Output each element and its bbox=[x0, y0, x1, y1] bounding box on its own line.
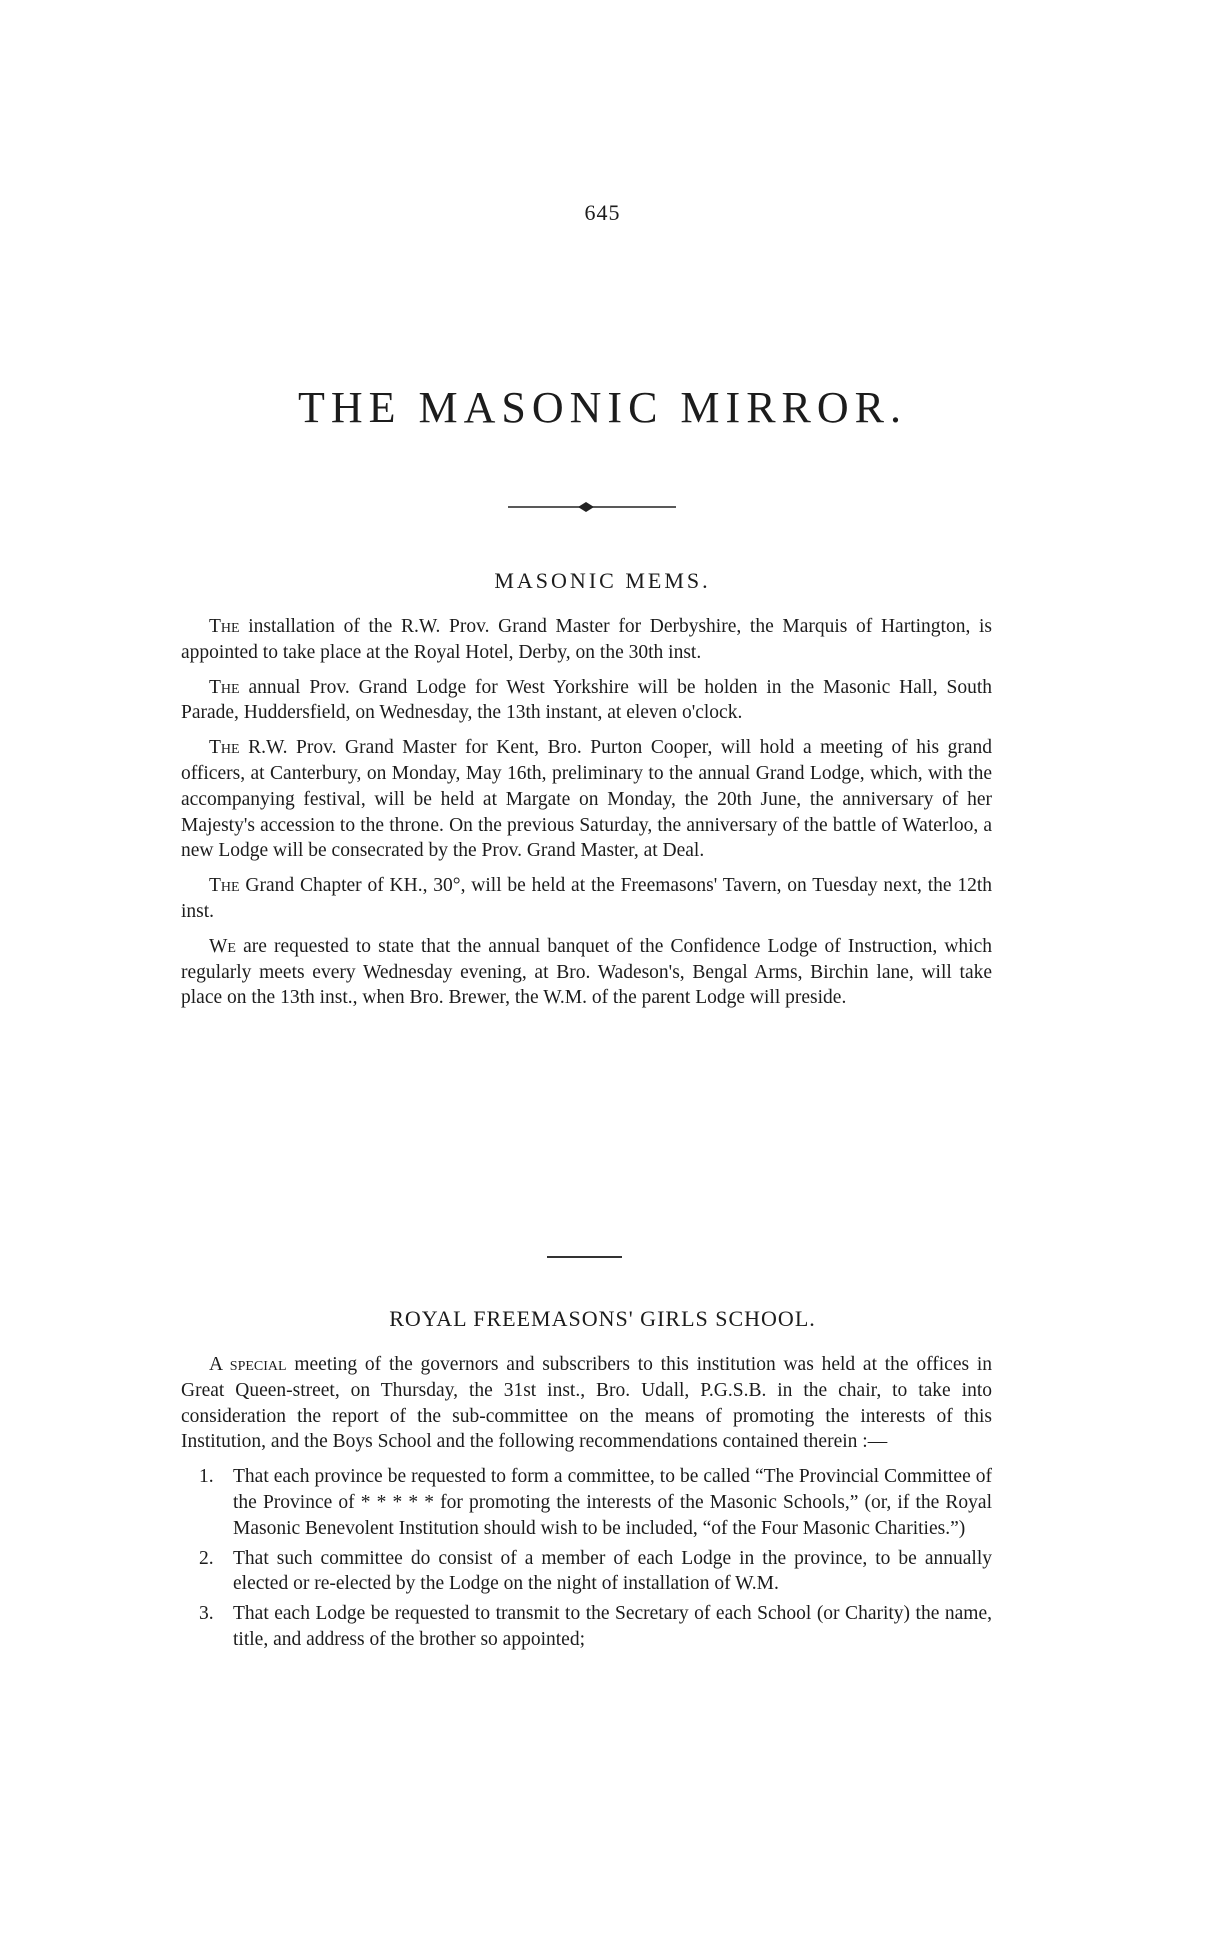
mems-paragraph: The Grand Chapter of KH., 30°, will be held at the Freemasons' Tavern, on Tuesday next, the 12th inst. bbox=[181, 875, 992, 922]
section-divider bbox=[547, 1256, 622, 1258]
recommendation-item: 2. That such committee do consist of a member of each Lodge in the province, to be annually elected or re-elected by the Lodge on the night of installation of W.M. bbox=[199, 1547, 992, 1595]
recommendation-item: 1. That each province be requested to form a committee, to be called “The Provincial Committee of the Province of * * * * * for promoting the interests of the Masonic Schools,” (or, if the Royal Masonic Benevolent Institution should wish to be included, “of the Four Masonic Charities.”) bbox=[199, 1466, 992, 1539]
mems-paragraph: The R.W. Prov. Grand Master for Kent, Bro. Purton Cooper, will hold a meeting of his grand officers, at Canterbury, on Monday, May 16th, preliminary to the annual Grand Lodge, which, with the accompanying festival, will be held at Margate on Monday, the 20th June, the anniversary of her Majesty's accession to the throne. On the previous Saturday, the anniversary of the battle of Waterloo, a new Lodge will be consecrated by the Prov. Grand Master, at Deal. bbox=[181, 737, 992, 862]
mems-paragraph: The annual Prov. Grand Lodge for West Yorkshire will be holden in the Masonic Hall, South Parade, Huddersfield, on Wednesday, the 13th instant, at eleven o'clock. bbox=[181, 676, 992, 724]
page-title: THE MASONIC MIRROR. bbox=[297, 383, 908, 432]
mems-paragraph: The installation of the R.W. Prov. Grand Master for Derbyshire, the Marquis of Hartington, is appointed to take place at the Royal Hotel, Derby, on the 30th inst. bbox=[181, 616, 992, 663]
school-heading: ROYAL FREEMASONS' GIRLS SCHOOL. bbox=[389, 1306, 816, 1331]
ornament-divider bbox=[508, 500, 676, 514]
page-number: 645 bbox=[584, 200, 621, 225]
recommendations-list bbox=[181, 1464, 992, 1653]
school-intro: A special meeting of the governors and subscribers to this institution was held at the offices in Great Queen-street, on Thursday, the 31st inst., Bro. Udall, P.G.S.B. in the chair, to take into consideration the report of the sub-committee on the means of promoting the interests of this Institution, and the Boys School and the following recommendations contained therein :— bbox=[181, 1354, 992, 1453]
mems-heading: MASONIC MEMS. bbox=[494, 568, 711, 593]
mems-paragraph: We are requested to state that the annual banquet of the Confidence Lodge of Instruction, which regularly meets every Wednesday evening, at Bro. Wadeson's, Bengal Arms, Birchin lane, will take place on the 13th inst., when Bro. Brewer, the W.M. of the parent Lodge will preside. bbox=[181, 935, 992, 1009]
recommendation-item: 3. That each Lodge be requested to transmit to the Secretary of each School (or Charity) the name, title, and address of the brother so appointed; bbox=[199, 1603, 992, 1650]
school-section bbox=[181, 1352, 992, 1657]
mems-section bbox=[181, 614, 992, 1020]
